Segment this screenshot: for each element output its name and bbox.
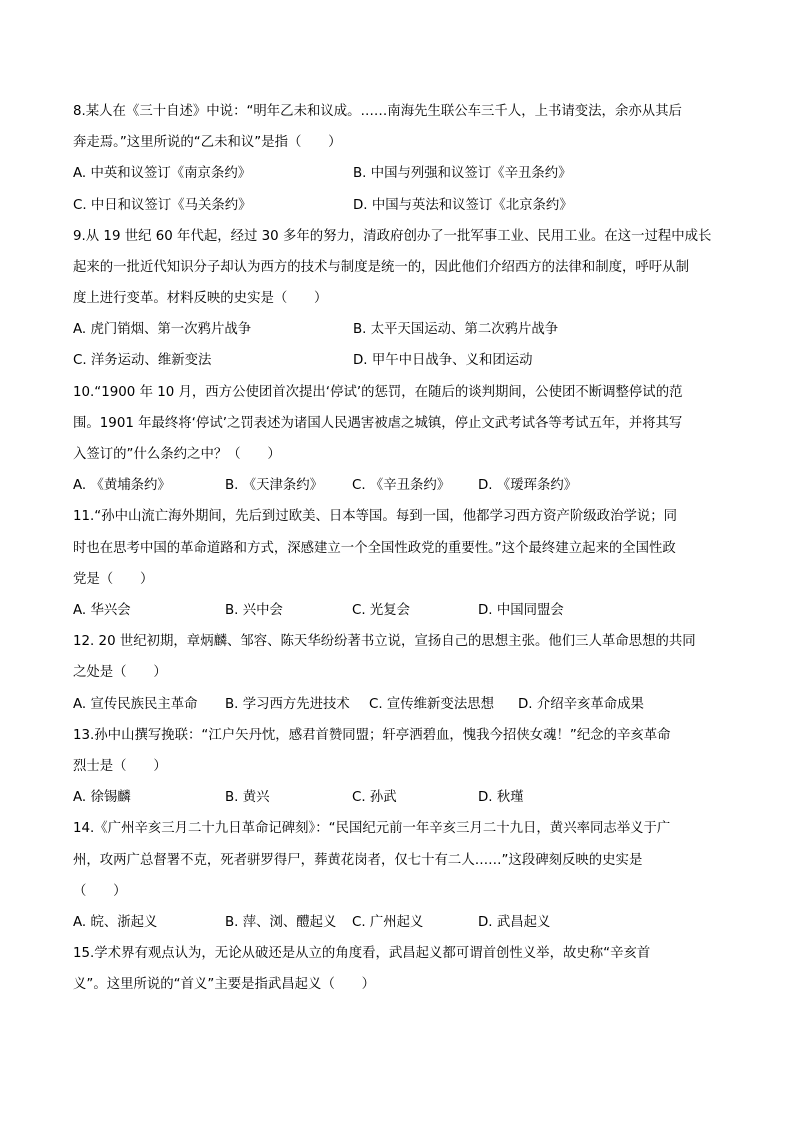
question-11-stem-line-3: 党是（ ） [73, 572, 154, 587]
question-15-stem-line-1: 15.学术界有观点认为，无论从破还是从立的角度看，武昌起义都可谓首创性义举，故史称“辛亥首 [73, 946, 651, 961]
question-12-options-row [73, 695, 733, 715]
question-13-options-row [73, 788, 733, 808]
question-9-stem-line-1: 9.从 19 世纪 60 年代起，经过 30 多年的努力，清政府创办了一批军事工业、民用工业。在这一过程中成长 [73, 229, 712, 244]
question-10-stem-line-2: 围。1901 年最终将‘停试’之罚表述为诸国人民遇害被虐之城镇，停止文武考试各等考试五年，并将其写 [73, 416, 683, 431]
question-14-stem-line-1: 14.《广州辛亥三月二十九日革命记碑刻》：“民国纪元前一年辛亥三月二十九日，黄兴率同志举义于广 [73, 821, 671, 836]
question-11-option-c[interactable]: C. 光复会 [352, 603, 411, 618]
question-13-stem-line-2: 烈士是（ ） [73, 759, 167, 774]
question-10-option-c[interactable]: C. 《辛丑条约》 [352, 478, 451, 493]
question-11-options-row [73, 601, 733, 621]
question-8-option-c[interactable]: C. 中日和议签订《马关条约》 [73, 198, 252, 213]
question-10-stem-line-1: 10.“1900 年 10 月，西方公使团首次提出‘停试’的惩罚，在随后的谈判期间，公使团不断调整停试的范 [73, 385, 683, 400]
question-8-options-row-1 [73, 164, 733, 184]
question-11-option-b[interactable]: B. 兴中会 [225, 603, 283, 618]
question-9-options-row-2 [73, 351, 733, 371]
question-9-option-c[interactable]: C. 洋务运动、维新变法 [73, 353, 212, 368]
question-9-option-d[interactable]: D. 甲午中日战争、义和团运动 [353, 353, 533, 368]
question-12-stem-line-1: 12. 20 世纪初期，章炳麟、邹容、陈天华纷纷著书立说，宣扬自己的思想主张。他们三人革命思想的共同 [73, 634, 696, 649]
question-12-option-b[interactable]: B. 学习西方先进技术 [225, 697, 350, 712]
question-14-option-b[interactable]: B. 萍、浏、醴起义 [225, 915, 337, 930]
question-8-stem-line-1: 8.某人在《三十自述》中说：“明年乙未和议成。……南海先生联公车三千人，上书请变法，余亦从其后 [73, 104, 682, 119]
question-13-option-c[interactable]: C. 孙武 [352, 790, 397, 805]
question-10-option-d[interactable]: D. 《瑷珲条约》 [478, 478, 578, 493]
question-9-option-b[interactable]: B. 太平天国运动、第二次鸦片战争 [353, 322, 559, 337]
question-13-option-a[interactable]: A. 徐锡麟 [73, 790, 131, 805]
question-11-option-d[interactable]: D. 中国同盟会 [478, 603, 564, 618]
question-11-option-a[interactable]: A. 华兴会 [73, 603, 131, 618]
question-8-stem-line-2: 奔走焉。”这里所说的“乙未和议”是指（ ） [73, 135, 342, 150]
question-8-options-row-2 [73, 196, 733, 216]
question-10-option-a[interactable]: A. 《黄埔条约》 [73, 478, 171, 493]
question-10-stem-line-3: 入签订的”什么条约之中？（ ） [73, 447, 281, 462]
question-10-options-row [73, 476, 733, 496]
question-14-option-c[interactable]: C. 广州起义 [352, 915, 424, 930]
question-10-option-b[interactable]: B. 《天津条约》 [225, 478, 324, 493]
question-14-option-a[interactable]: A. 皖、浙起义 [73, 915, 158, 930]
question-12-stem-line-2: 之处是（ ） [73, 665, 167, 680]
question-15-stem-line-2: 义”。这里所说的“首义”主要是指武昌起义（ ） [73, 977, 376, 992]
question-11-stem-line-1: 11.“孙中山流亡海外期间，先后到过欧美、日本等国。每到一国，他都学习西方资产阶级政治学说；同 [73, 509, 678, 524]
question-8-option-d[interactable]: D. 中国与英法和议签订《北京条约》 [353, 198, 573, 213]
question-9-stem-line-3: 度上进行变革。材料反映的史实是（ ） [73, 291, 328, 306]
question-8-option-a[interactable]: A. 中英和议签订《南京条约》 [73, 166, 252, 181]
question-13-option-b[interactable]: B. 黄兴 [225, 790, 270, 805]
question-9-options-row-1 [73, 320, 733, 340]
question-14-option-d[interactable]: D. 武昌起义 [478, 915, 551, 930]
question-13-stem-line-1: 13.孙中山撰写挽联：“江户矢丹忱，感君首赞同盟；轩亭洒碧血，愧我今招侠女魂！”纪念的辛亥革命 [73, 728, 671, 743]
question-9-option-a[interactable]: A. 虎门销烟、第一次鸦片战争 [73, 322, 252, 337]
question-14-stem-line-2: 州，攻两广总督署不克，死者骈罗得尸，葬黄花岗者，仅七十有二人……”这段碑刻反映的史实是 [73, 853, 643, 868]
question-14-stem-line-3: （ ） [73, 884, 127, 899]
question-13-option-d[interactable]: D. 秋瑾 [478, 790, 524, 805]
question-11-stem-line-2: 时也在思考中国的革命道路和方式，深感建立一个全国性政党的重要性。”这个最终建立起来的全国性政 [73, 541, 676, 556]
question-8-option-b[interactable]: B. 中国与列强和议签订《辛丑条约》 [353, 166, 572, 181]
question-12-option-d[interactable]: D. 介绍辛亥革命成果 [518, 697, 644, 712]
question-12-option-a[interactable]: A. 宣传民族民主革命 [73, 697, 198, 712]
question-9-stem-line-2: 起来的一批近代知识分子却认为西方的技术与制度是统一的，因此他们介绍西方的法律和制度，呼吁从制 [73, 260, 689, 275]
question-12-option-c[interactable]: C. 宣传维新变法思想 [369, 697, 494, 712]
question-14-options-row [73, 913, 733, 933]
